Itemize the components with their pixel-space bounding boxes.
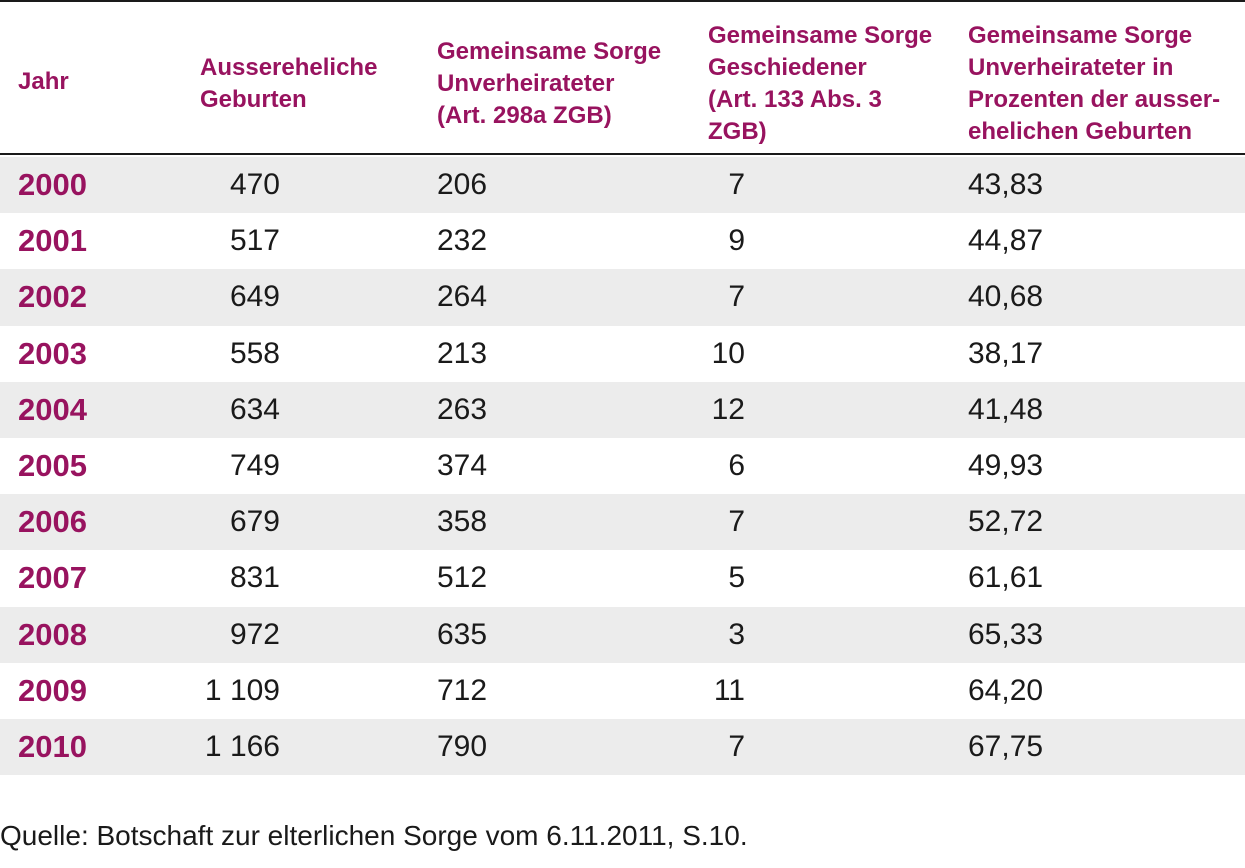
cell-births: 558 — [229, 336, 280, 370]
cell-custody-divorced: 12 — [711, 392, 745, 426]
header-births: Aussereheliche Geburten — [200, 54, 378, 113]
cell-births: 517 — [229, 224, 280, 258]
cell-year: 2004 — [18, 391, 87, 427]
table-row — [0, 438, 1245, 494]
cell-custody-percent: 40,68 — [968, 280, 1044, 314]
cell-custody-unmarried: 712 — [437, 673, 488, 707]
cell-custody-divorced: 7 — [728, 280, 745, 314]
cell-births: 649 — [229, 280, 280, 314]
cell-custody-unmarried: 264 — [437, 280, 488, 314]
cell-year: 2001 — [18, 223, 87, 259]
table-row — [0, 719, 1245, 775]
cell-custody-unmarried: 206 — [437, 168, 488, 201]
cell-births: 1 166 — [204, 729, 280, 763]
cell-births: 679 — [229, 505, 280, 539]
cell-births: 634 — [229, 392, 280, 426]
table-row — [0, 382, 1245, 438]
cell-births: 749 — [229, 448, 280, 482]
cell-custody-percent: 65,33 — [968, 617, 1044, 651]
cell-custody-divorced: 11 — [713, 673, 745, 707]
cell-year: 2008 — [18, 616, 87, 652]
cell-custody-percent: 61,61 — [968, 561, 1044, 595]
cell-custody-percent: 67,75 — [968, 729, 1044, 763]
cell-custody-divorced: 7 — [728, 729, 745, 763]
cell-births: 972 — [229, 617, 280, 651]
cell-births: 470 — [229, 168, 280, 201]
cell-custody-percent: 64,20 — [968, 673, 1044, 707]
cell-custody-percent: 41,48 — [968, 392, 1044, 426]
cell-custody-divorced: 3 — [728, 617, 745, 651]
table-row — [0, 663, 1245, 719]
cell-year: 2003 — [18, 335, 87, 371]
cell-custody-percent: 38,17 — [968, 336, 1044, 370]
cell-births: 831 — [229, 561, 280, 595]
cell-births: 1 109 — [204, 673, 280, 707]
cell-year: 2002 — [18, 279, 87, 315]
table-body — [0, 157, 1245, 775]
table-header-rule — [0, 153, 1245, 155]
cell-year: 2009 — [18, 672, 87, 708]
cell-custody-percent: 43,83 — [968, 168, 1044, 201]
table-row — [0, 269, 1245, 325]
cell-custody-unmarried: 358 — [437, 505, 488, 539]
table-header — [0, 2, 1245, 153]
cell-year: 2007 — [18, 560, 87, 596]
cell-year: 2006 — [18, 504, 87, 540]
cell-custody-divorced: 10 — [711, 336, 745, 370]
cell-custody-unmarried: 512 — [437, 561, 488, 595]
cell-custody-divorced: 6 — [728, 448, 745, 482]
table-row — [0, 326, 1245, 382]
cell-custody-unmarried: 232 — [437, 224, 488, 258]
table-row — [0, 494, 1245, 550]
cell-year: 2005 — [18, 447, 87, 483]
table-row — [0, 607, 1245, 663]
cell-custody-divorced: 7 — [728, 168, 745, 201]
table-row — [0, 157, 1245, 213]
cell-custody-percent: 49,93 — [968, 448, 1044, 482]
header-custody-percent: Gemeinsame Sorge Unverheirateter in Prozenten der ausser- ehelichen Geburten — [968, 22, 1221, 145]
source-note: Quelle: Botschaft zur elterlichen Sorge vom 6.11.2011, S.10. — [0, 820, 748, 851]
cell-custody-percent: 44,87 — [968, 224, 1044, 258]
cell-custody-percent: 52,72 — [968, 505, 1044, 539]
header-custody-unmarried: Gemeinsame Sorge Unverheirateter (Art. 298a ZGB) — [437, 38, 662, 129]
cell-custody-unmarried: 213 — [437, 336, 488, 370]
cell-custody-divorced: 5 — [728, 561, 745, 595]
cell-custody-unmarried: 263 — [437, 392, 488, 426]
cell-custody-divorced: 7 — [728, 505, 745, 539]
cell-custody-unmarried: 374 — [437, 448, 488, 482]
cell-custody-unmarried: 790 — [437, 729, 488, 763]
table-row — [0, 213, 1245, 269]
cell-year: 2000 — [18, 167, 87, 202]
cell-custody-divorced: 9 — [728, 224, 745, 258]
table-row — [0, 550, 1245, 606]
header-year: Jahr — [18, 68, 69, 95]
cell-year: 2010 — [18, 728, 87, 764]
cell-custody-unmarried: 635 — [437, 617, 488, 651]
header-custody-divorced: Gemeinsame Sorge Geschiedener (Art. 133 Abs. 3 ZGB) — [708, 22, 933, 145]
